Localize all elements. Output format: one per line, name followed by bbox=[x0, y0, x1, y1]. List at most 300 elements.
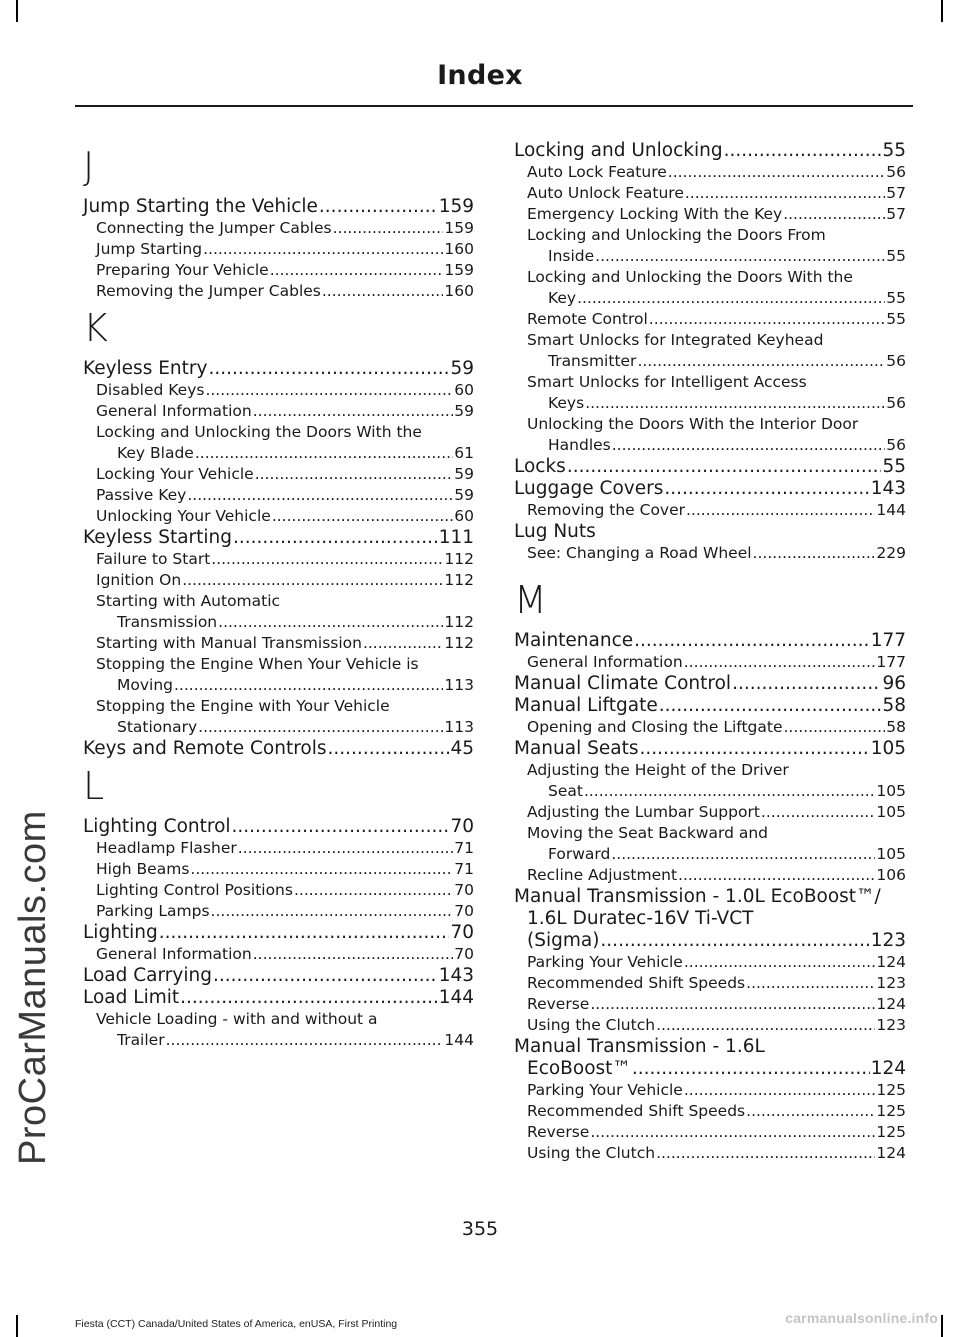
entry-text: (Sigma) bbox=[527, 930, 600, 951]
dot-leader bbox=[761, 802, 875, 823]
index-subentry[interactable] bbox=[514, 1122, 906, 1143]
index-entry[interactable] bbox=[83, 527, 474, 549]
dot-leader bbox=[182, 570, 443, 591]
page-ref: 60 bbox=[454, 381, 474, 399]
page-ref: 111 bbox=[438, 527, 474, 548]
dot-leader bbox=[195, 443, 453, 464]
dot-leader bbox=[600, 930, 869, 952]
entry-text: Using the Clutch bbox=[527, 1144, 656, 1162]
entry-text: Parking Your Vehicle bbox=[527, 1081, 683, 1099]
entry-text: Disabled Keys bbox=[96, 381, 205, 399]
index-subentry[interactable] bbox=[514, 414, 906, 456]
entry-text: Handles bbox=[548, 436, 611, 454]
dot-leader bbox=[190, 859, 453, 880]
entry-text: Smart Unlocks for Integrated Keyhead bbox=[527, 331, 824, 349]
index-subentry[interactable] bbox=[514, 500, 906, 521]
entry-text: Auto Lock Feature bbox=[527, 163, 667, 181]
index-subentry[interactable] bbox=[514, 204, 906, 225]
index-subentry[interactable] bbox=[514, 952, 906, 973]
entry-text: Moving bbox=[117, 676, 173, 694]
entry-text: Parking Your Vehicle bbox=[527, 953, 683, 971]
dot-leader bbox=[595, 246, 885, 267]
page-ref: 56 bbox=[886, 394, 906, 412]
dot-leader bbox=[203, 239, 443, 260]
page-ref: 70 bbox=[450, 922, 474, 943]
page-ref: 106 bbox=[876, 866, 906, 884]
page-ref: 144 bbox=[876, 501, 906, 519]
entry-text: Auto Unlock Feature bbox=[527, 184, 684, 202]
page-ref: 56 bbox=[886, 163, 906, 181]
index-subentry[interactable] bbox=[514, 225, 906, 267]
index-subentry[interactable] bbox=[514, 1080, 906, 1101]
index-entry[interactable] bbox=[83, 816, 474, 838]
page-ref: 125 bbox=[876, 1123, 906, 1141]
entry-text: Stopping the Engine with Your Vehicle bbox=[96, 697, 390, 715]
entry-text: Luggage Covers bbox=[514, 478, 664, 499]
dot-leader bbox=[678, 865, 875, 886]
dot-leader bbox=[253, 944, 454, 965]
index-subentry[interactable] bbox=[83, 696, 474, 738]
dot-leader bbox=[783, 204, 885, 225]
page-ref: 123 bbox=[870, 930, 906, 951]
dot-leader bbox=[590, 994, 875, 1015]
crop-mark bbox=[941, 1315, 943, 1337]
page-ref: 55 bbox=[882, 456, 906, 477]
dot-leader bbox=[233, 527, 438, 549]
page-ref: 123 bbox=[876, 974, 906, 992]
dot-leader bbox=[634, 630, 870, 652]
dot-leader bbox=[328, 738, 450, 760]
dot-leader bbox=[270, 260, 444, 281]
index-subentry[interactable] bbox=[514, 994, 906, 1015]
page-ref: 71 bbox=[454, 839, 474, 857]
page-ref: 112 bbox=[444, 571, 474, 589]
dot-leader bbox=[656, 1015, 875, 1036]
entry-text: Locking and Unlocking the Doors With the bbox=[527, 268, 853, 286]
entry-continuation bbox=[96, 675, 474, 696]
index-subentry[interactable] bbox=[514, 372, 906, 414]
index-subentry[interactable] bbox=[83, 654, 474, 696]
entry-text: Failure to Start bbox=[96, 550, 211, 568]
entry-text: Jump Starting bbox=[96, 240, 203, 258]
index-entry[interactable] bbox=[83, 738, 474, 760]
dot-leader bbox=[746, 973, 875, 994]
entry-text: Opening and Closing the Liftgate bbox=[527, 718, 783, 736]
dot-leader bbox=[322, 281, 444, 302]
entry-text: Reverse bbox=[527, 995, 590, 1013]
entry-text: Manual Transmission - 1.0L EcoBoost™/ bbox=[514, 886, 881, 907]
dot-leader bbox=[684, 952, 876, 973]
entry-text: Manual Liftgate bbox=[514, 695, 658, 716]
index-subentry[interactable] bbox=[514, 183, 906, 204]
dot-leader bbox=[649, 309, 886, 330]
page-ref: 58 bbox=[886, 718, 906, 736]
entry-text: Jump Starting the Vehicle bbox=[83, 196, 318, 217]
entry-text: Stopping the Engine When Your Vehicle is bbox=[96, 655, 419, 673]
index-subentry[interactable] bbox=[83, 506, 474, 527]
dot-leader bbox=[684, 1080, 876, 1101]
dot-leader bbox=[567, 456, 882, 478]
entry-continuation bbox=[527, 393, 906, 414]
dot-leader bbox=[684, 652, 876, 673]
index-subentry[interactable] bbox=[83, 549, 474, 570]
index-subentry[interactable] bbox=[514, 973, 906, 994]
page-ref: 160 bbox=[444, 282, 474, 300]
index-subentry[interactable] bbox=[514, 760, 906, 802]
entry-text: Connecting the Jumper Cables bbox=[96, 219, 332, 237]
brand-watermark: carmanualsonline.info bbox=[785, 1310, 938, 1326]
entry-text: See: Changing a Road Wheel bbox=[527, 544, 752, 562]
entry-text: Keys bbox=[548, 394, 585, 412]
dot-leader bbox=[632, 1058, 870, 1080]
page-ref: 159 bbox=[444, 219, 474, 237]
crop-mark bbox=[941, 0, 943, 22]
index-entry[interactable] bbox=[514, 673, 906, 695]
entry-text: Maintenance bbox=[514, 630, 634, 651]
page-ref: 160 bbox=[444, 240, 474, 258]
index-subentry[interactable] bbox=[514, 309, 906, 330]
index-subentry[interactable] bbox=[83, 880, 474, 901]
entry-text: EcoBoost™ bbox=[527, 1058, 631, 1079]
watermark: ProCarManuals.com bbox=[12, 810, 54, 1165]
page-ref: 143 bbox=[870, 478, 906, 499]
index-subentry[interactable] bbox=[514, 717, 906, 738]
page-ref: 124 bbox=[876, 953, 906, 971]
dot-leader bbox=[746, 1101, 875, 1122]
entry-text: Manual Climate Control bbox=[514, 673, 732, 694]
entry-text: Transmitter bbox=[548, 352, 637, 370]
entry-text: Load Limit bbox=[83, 987, 180, 1008]
dot-leader bbox=[211, 901, 454, 922]
index-subentry[interactable] bbox=[514, 823, 906, 865]
entry-continuation bbox=[527, 435, 906, 456]
index-subentry[interactable] bbox=[83, 422, 474, 464]
page-ref: 113 bbox=[444, 718, 474, 736]
index-subentry[interactable] bbox=[514, 162, 906, 183]
index-entry[interactable] bbox=[83, 358, 474, 380]
entry-text: Reverse bbox=[527, 1123, 590, 1141]
index-subentry[interactable] bbox=[83, 1009, 474, 1051]
entry-text: Adjusting the Height of the Driver bbox=[527, 761, 789, 779]
entry-text: Unlocking the Doors With the Interior Door bbox=[527, 415, 859, 433]
page-ref: 57 bbox=[886, 184, 906, 202]
entry-text: Key Blade bbox=[117, 444, 194, 462]
entry-text: Manual Transmission - 1.6L bbox=[514, 1036, 765, 1057]
index-subentry[interactable] bbox=[83, 260, 474, 281]
page-ref: 57 bbox=[886, 205, 906, 223]
index-subentry[interactable] bbox=[514, 802, 906, 823]
entry-text: Locking and Unlocking bbox=[514, 140, 723, 161]
entry-text: Trailer bbox=[117, 1031, 165, 1049]
entry-text: Locks bbox=[514, 456, 566, 477]
index-entry[interactable] bbox=[514, 478, 906, 500]
entry-continuation bbox=[527, 844, 906, 865]
entry-text: Headlamp Flasher bbox=[96, 839, 237, 857]
entry-text: Using the Clutch bbox=[527, 1016, 656, 1034]
entry-text: General Information bbox=[96, 402, 252, 420]
dot-leader bbox=[784, 717, 886, 738]
dot-leader bbox=[686, 500, 875, 521]
index-subentry[interactable] bbox=[83, 380, 474, 401]
index-subentry[interactable] bbox=[514, 330, 906, 372]
entry-text: 1.6L Duratec-16V Ti-VCT bbox=[527, 908, 754, 929]
dot-leader bbox=[584, 781, 875, 802]
entry-text: Locking Your Vehicle bbox=[96, 465, 254, 483]
index-column-right bbox=[514, 140, 906, 1164]
index-subentry[interactable] bbox=[83, 464, 474, 485]
page-ref: 70 bbox=[454, 881, 474, 899]
dot-leader bbox=[639, 738, 869, 760]
dot-leader bbox=[333, 218, 444, 239]
page-ref: 59 bbox=[454, 465, 474, 483]
page-ref: 105 bbox=[876, 782, 906, 800]
entry-text: Starting with Automatic bbox=[96, 592, 281, 610]
entry-text: Passive Key bbox=[96, 486, 187, 504]
index-column-left bbox=[83, 140, 474, 1051]
dot-leader bbox=[198, 717, 443, 738]
index-entry[interactable] bbox=[83, 965, 474, 987]
entry-text: Lighting bbox=[83, 922, 158, 943]
page-ref: 56 bbox=[886, 352, 906, 370]
entry-text: Seat bbox=[548, 782, 583, 800]
entry-text: Unlocking Your Vehicle bbox=[96, 507, 271, 525]
entry-text: Recline Adjustment bbox=[527, 866, 678, 884]
entry-text: Locking and Unlocking the Doors From bbox=[527, 226, 826, 244]
index-subentry[interactable] bbox=[83, 859, 474, 880]
page-ref: 124 bbox=[876, 995, 906, 1013]
page-ref: 55 bbox=[886, 247, 906, 265]
dot-leader bbox=[232, 816, 450, 838]
page-ref: 70 bbox=[454, 945, 474, 963]
entry-text: Keyless Starting bbox=[83, 527, 233, 548]
page-ref: 125 bbox=[876, 1102, 906, 1120]
page-ref: 112 bbox=[444, 613, 474, 631]
entry-text: Stationary bbox=[117, 718, 198, 736]
page-ref: 59 bbox=[454, 486, 474, 504]
page-ref: 56 bbox=[886, 436, 906, 454]
page-ref: 105 bbox=[876, 803, 906, 821]
entry-continuation bbox=[514, 930, 906, 952]
page-ref: 70 bbox=[454, 902, 474, 920]
page-ref: 45 bbox=[450, 738, 474, 759]
index-entry[interactable]: Lug Nuts bbox=[514, 521, 596, 542]
index-subentry[interactable] bbox=[83, 591, 474, 633]
dot-leader bbox=[585, 393, 885, 414]
footer-text: Fiesta (CCT) Canada/United States of America, enUSA, First Printing bbox=[75, 1318, 398, 1330]
index-subentry[interactable] bbox=[514, 267, 906, 309]
index-entry[interactable] bbox=[83, 987, 474, 1009]
entry-text: Moving the Seat Backward and bbox=[527, 824, 768, 842]
page-ref: 58 bbox=[882, 695, 906, 716]
dot-leader bbox=[166, 1030, 444, 1051]
dot-leader bbox=[294, 880, 453, 901]
entry-text: Load Carrying bbox=[83, 965, 212, 986]
index-subentry[interactable] bbox=[83, 570, 474, 591]
index-subentry[interactable] bbox=[514, 1143, 906, 1164]
entry-text: Transmission bbox=[117, 613, 218, 631]
index-entry[interactable] bbox=[83, 196, 474, 218]
index-subentry[interactable] bbox=[83, 901, 474, 922]
dot-leader bbox=[208, 358, 449, 380]
entry-text: Preparing Your Vehicle bbox=[96, 261, 269, 279]
entry-text: Removing the Cover bbox=[527, 501, 686, 519]
index-entry[interactable] bbox=[514, 456, 906, 478]
dot-leader bbox=[187, 485, 453, 506]
entry-text: Starting with Manual Transmission bbox=[96, 634, 362, 652]
index-subentry[interactable] bbox=[83, 281, 474, 302]
dot-leader bbox=[724, 140, 882, 162]
page-ref: 105 bbox=[876, 845, 906, 863]
dot-leader bbox=[685, 183, 885, 204]
page-ref: 59 bbox=[454, 402, 474, 420]
dot-leader bbox=[732, 673, 881, 695]
page-ref: 144 bbox=[444, 1031, 474, 1049]
dot-leader bbox=[319, 196, 438, 218]
dot-leader bbox=[174, 675, 443, 696]
entry-continuation bbox=[527, 246, 906, 267]
page-ref: 55 bbox=[882, 140, 906, 161]
dot-leader bbox=[211, 549, 443, 570]
page-ref: 159 bbox=[444, 261, 474, 279]
section-letter: J bbox=[83, 144, 95, 188]
entry-text: High Beams bbox=[96, 860, 190, 878]
index-entry[interactable] bbox=[83, 922, 474, 944]
section-letter: M bbox=[514, 578, 547, 622]
entry-continuation bbox=[96, 612, 474, 633]
dot-leader bbox=[637, 351, 885, 372]
entry-text: Lighting Control Positions bbox=[96, 881, 293, 899]
index-subentry[interactable] bbox=[83, 401, 474, 422]
entry-text: Vehicle Loading - with and without a bbox=[96, 1010, 378, 1028]
page-ref: 96 bbox=[882, 673, 906, 694]
entry-continuation bbox=[514, 1058, 906, 1080]
page-ref: 177 bbox=[870, 630, 906, 651]
entry-text: Removing the Jumper Cables bbox=[96, 282, 321, 300]
dot-leader bbox=[213, 965, 438, 987]
page-ref: 60 bbox=[454, 507, 474, 525]
dot-leader bbox=[668, 162, 886, 183]
page-ref: 159 bbox=[438, 196, 474, 217]
dot-leader bbox=[363, 633, 443, 654]
page-ref: 71 bbox=[454, 860, 474, 878]
index-subentry[interactable] bbox=[514, 1015, 906, 1036]
entry-text: Adjusting the Lumbar Support bbox=[527, 803, 760, 821]
index-subentry[interactable] bbox=[83, 838, 474, 859]
dot-leader bbox=[159, 922, 450, 944]
dot-leader bbox=[753, 543, 876, 564]
crop-mark bbox=[16, 0, 18, 22]
page-ref: 112 bbox=[444, 634, 474, 652]
entry-text: Recommended Shift Speeds bbox=[527, 1102, 746, 1120]
dot-leader bbox=[659, 695, 882, 717]
dot-leader bbox=[255, 464, 454, 485]
index-entry[interactable] bbox=[514, 695, 906, 717]
page-ref: 113 bbox=[444, 676, 474, 694]
page-ref: 70 bbox=[450, 816, 474, 837]
dot-leader bbox=[218, 612, 443, 633]
page-ref: 105 bbox=[870, 738, 906, 759]
page-ref: 124 bbox=[876, 1144, 906, 1162]
page-ref: 61 bbox=[454, 444, 474, 462]
entry-continuation bbox=[96, 717, 474, 738]
section-letter: K bbox=[83, 306, 108, 350]
page-ref: 143 bbox=[438, 965, 474, 986]
page-ref: 55 bbox=[886, 289, 906, 307]
entry-text: Remote Control bbox=[527, 310, 648, 328]
dot-leader bbox=[664, 478, 869, 500]
entry-text: Key bbox=[548, 289, 577, 307]
entry-continuation bbox=[96, 443, 474, 464]
dot-leader bbox=[180, 987, 438, 1009]
entry-text: General Information bbox=[527, 653, 683, 671]
dot-leader bbox=[205, 380, 453, 401]
index-entry[interactable] bbox=[514, 738, 906, 760]
entry-text: Keyless Entry bbox=[83, 358, 208, 379]
header-divider bbox=[75, 105, 913, 107]
index-subentry[interactable] bbox=[83, 633, 474, 654]
page-ref: 59 bbox=[450, 358, 474, 379]
dot-leader bbox=[611, 844, 875, 865]
index-entry[interactable] bbox=[514, 886, 906, 952]
page-title: Index bbox=[437, 60, 523, 91]
dot-leader bbox=[612, 435, 886, 456]
dot-leader bbox=[272, 506, 453, 527]
entry-text: Emergency Locking With the Key bbox=[527, 205, 783, 223]
entry-text: Lighting Control bbox=[83, 816, 231, 837]
entry-continuation bbox=[527, 351, 906, 372]
index-subentry[interactable] bbox=[83, 944, 474, 965]
entry-text: Ignition On bbox=[96, 571, 182, 589]
crop-mark bbox=[16, 1315, 18, 1337]
index-subentry[interactable] bbox=[514, 652, 906, 673]
index-entry[interactable] bbox=[514, 140, 906, 162]
index-subentry[interactable] bbox=[83, 485, 474, 506]
page-ref: 177 bbox=[876, 653, 906, 671]
dot-leader bbox=[656, 1143, 875, 1164]
index-subentry[interactable] bbox=[83, 218, 474, 239]
index-entry[interactable] bbox=[514, 1036, 906, 1080]
index-subentry[interactable] bbox=[514, 1101, 906, 1122]
entry-continuation bbox=[527, 288, 906, 309]
page-number: 355 bbox=[461, 1218, 499, 1240]
page-ref: 125 bbox=[876, 1081, 906, 1099]
page-ref: 124 bbox=[870, 1058, 906, 1079]
page-ref: 229 bbox=[876, 544, 906, 562]
entry-text: Manual Seats bbox=[514, 738, 639, 759]
entry-text: Parking Lamps bbox=[96, 902, 210, 920]
entry-text: Locking and Unlocking the Doors With the bbox=[96, 423, 422, 441]
dot-leader bbox=[238, 838, 454, 859]
index-subentry[interactable] bbox=[514, 865, 906, 886]
entry-continuation bbox=[96, 1030, 474, 1051]
section-letter: L bbox=[83, 764, 105, 808]
index-subentry[interactable] bbox=[514, 543, 906, 564]
page-ref: 112 bbox=[444, 550, 474, 568]
page-ref: 123 bbox=[876, 1016, 906, 1034]
dot-leader bbox=[253, 401, 454, 422]
entry-text: Keys and Remote Controls bbox=[83, 738, 327, 759]
entry-text: Inside bbox=[548, 247, 595, 265]
index-entry[interactable] bbox=[514, 630, 906, 652]
entry-text: Forward bbox=[548, 845, 611, 863]
index-subentry[interactable] bbox=[83, 239, 474, 260]
entry-text: Smart Unlocks for Intelligent Access bbox=[527, 373, 807, 391]
entry-text: Recommended Shift Speeds bbox=[527, 974, 746, 992]
entry-continuation bbox=[527, 781, 906, 802]
dot-leader bbox=[577, 288, 885, 309]
page-ref: 55 bbox=[886, 310, 906, 328]
entry-text: General Information bbox=[96, 945, 252, 963]
